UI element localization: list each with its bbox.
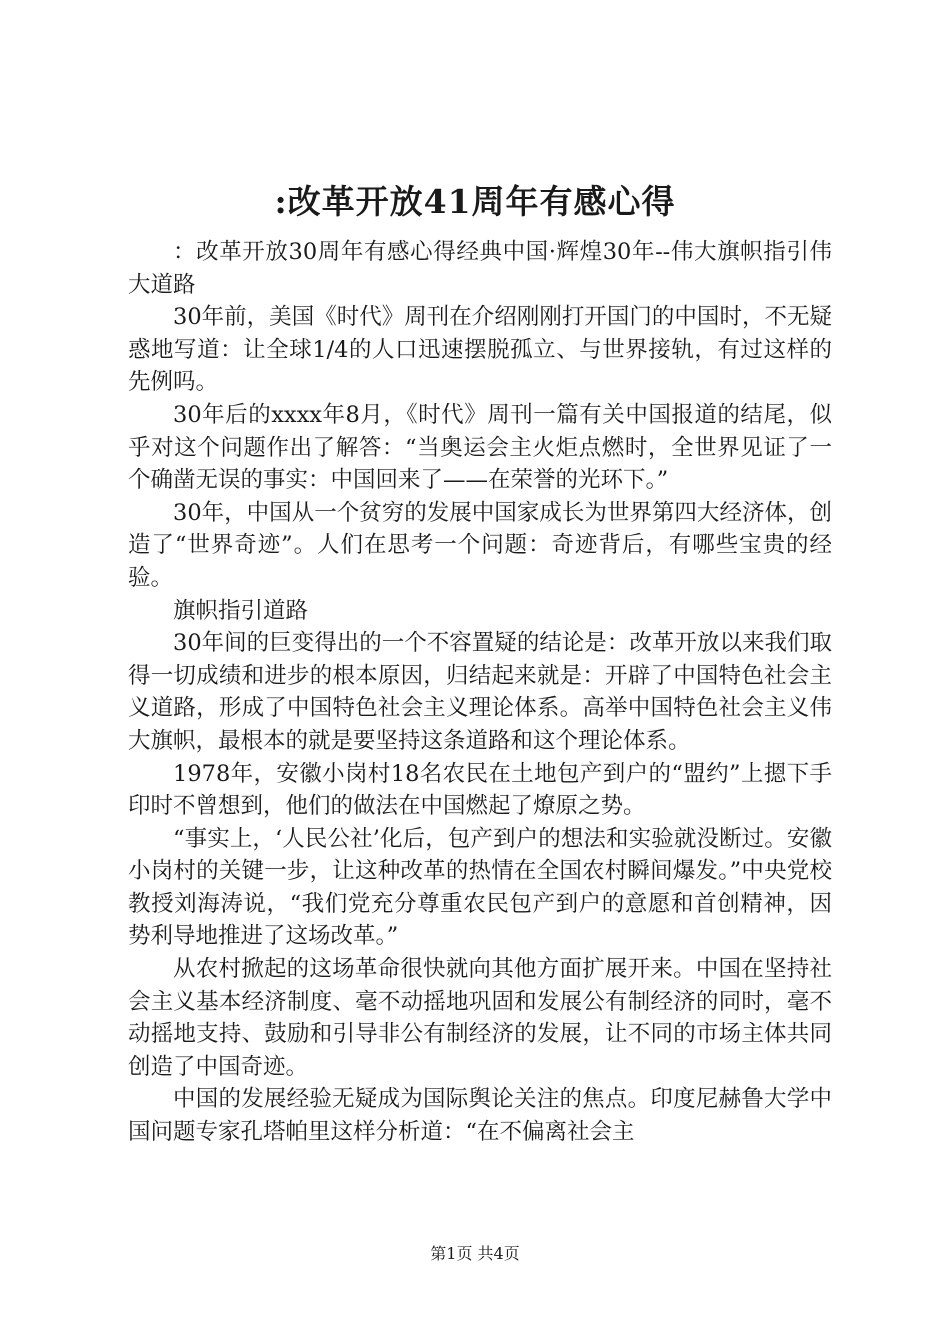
document-title: :改革开放41周年有感心得 [274,182,676,221]
document-body [128,236,832,1149]
paragraph-conclusion: 30年间的巨变得出的一个不容置疑的结论是：改革开放以来我们取得一切成绩和进步的根本原因，归结起来就是：开辟了中国特色社会主义道路，形成了中国特色社会主义理论体系。高举中国特色社会主义伟大旗帜，最根本的就是要坚持这条道路和这个理论体系。 [128,630,832,754]
paragraph-expansion: 从农村掀起的这场革命很快就向其他方面扩展开来。中国在坚持社会主义基本经济制度、毫不动摇地巩固和发展公有制经济的同时，毫不动摇地支持、鼓励和引导非公有制经济的发展，让不同的市场主体共同创造了中国奇迹。 [128,956,832,1080]
paragraph-olympics: 30年后的xxxx年8月，《时代》周刊一篇有关中国报道的结尾，似乎对这个问题作出了解答：“当奥运会主火炬点燃时，全世界见证了一个确凿无误的事实：中国回来了——在荣誉的光环下。” [128,401,832,494]
paragraph-xiaogang: 1978年，安徽小岗村18名农民在土地包产到户的“盟约”上摁下手印时不曾想到，他们的做法在中国燃起了燎原之势。 [128,760,832,820]
paragraph-world-miracle: 30年，中国从一个贫穷的发展中国家成长为世界第四大经济体，创造了“世界奇迹”。人们在思考一个问题：奇迹背后，有哪些宝贵的经验。 [128,499,832,591]
page-footer: 第1页 共4页 [430,1244,520,1263]
paragraph-quote-liu: “事实上，‘人民公社’化后，包产到户的想法和实验就没断过。安徽小岗村的关键一步，让这种改革的热情在全国农村瞬间爆发。”中央党校教授刘海涛说，“我们党充分尊重农民包产到户的意愿和首创精神，因势利导地推进了这场改革。” [128,825,832,950]
section-heading: 旗帜指引道路 [173,597,309,624]
paragraph-international: 中国的发展经验无疑成为国际舆论关注的焦点。印度尼赫鲁大学中国问题专家孔塔帕里这样分析道：“在不偏离社会主 [128,1086,832,1146]
paragraph-time-magazine: 30年前，美国《时代》周刊在介绍刚刚打开国门的中国时，不无疑惑地写道：让全球1/4的人口迅速摆脱孤立、与世界接轨，有过这样的先例吗。 [128,304,832,396]
paragraph-intro: ：改革开放30周年有感心得经典中国·辉煌30年--伟大旗帜指引伟大道路 [128,239,832,298]
